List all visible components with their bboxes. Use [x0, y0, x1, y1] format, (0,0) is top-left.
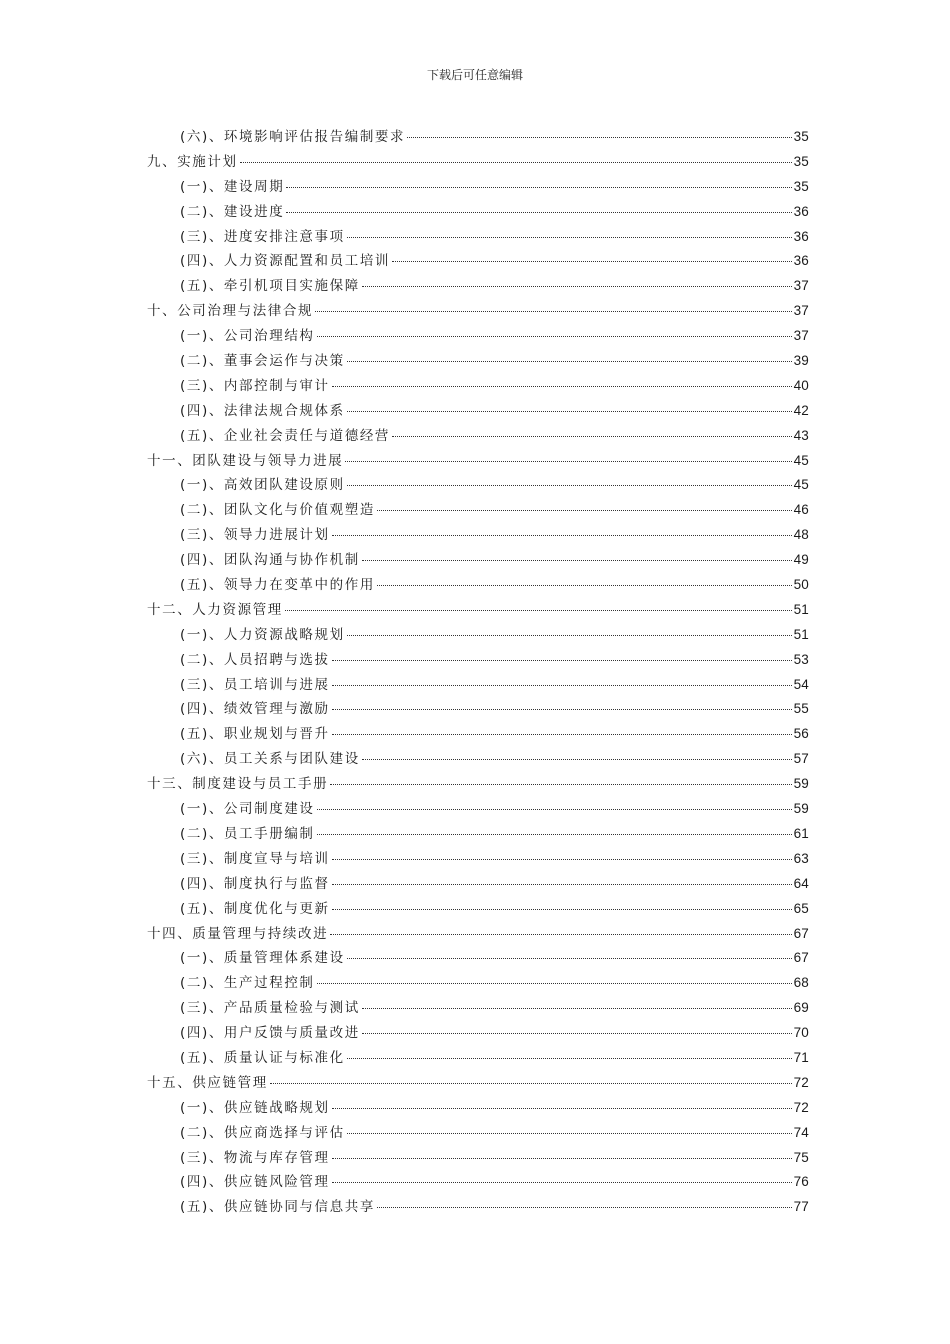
- toc-entry-title: (三)、制度宣导与培训: [180, 850, 330, 867]
- toc-dot-leader: [330, 783, 791, 785]
- toc-dot-leader: [286, 211, 791, 213]
- toc-entry-title: (一)、公司治理结构: [180, 328, 315, 345]
- toc-page-number: 67: [793, 950, 809, 966]
- toc-entry-title: (六)、环境影响评估报告编制要求: [180, 129, 406, 145]
- toc-page-number: 37: [793, 303, 809, 319]
- toc-dot-leader: [392, 435, 792, 437]
- toc-entry-title: (三)、产品质量检验与测试: [180, 1000, 360, 1017]
- toc-entry-title: (一)、公司制度建设: [180, 801, 315, 818]
- toc-dot-leader: [332, 883, 792, 885]
- toc-entry-title: 十、公司治理与法律合规: [147, 303, 314, 320]
- toc-page-number: 59: [793, 776, 809, 792]
- toc-section-entry[interactable]: [147, 797, 809, 822]
- toc-page-number: 36: [793, 253, 809, 269]
- toc-entry-title: (五)、牵引机项目实施保障: [180, 278, 360, 295]
- toc-dot-leader: [362, 559, 792, 561]
- toc-page-number: 64: [793, 875, 809, 891]
- toc-section-entry[interactable]: [147, 747, 809, 772]
- toc-dot-leader: [270, 1082, 792, 1084]
- toc-page-number: 68: [793, 975, 809, 991]
- toc-entry-title: (五)、制度优化与更新: [180, 900, 330, 917]
- toc-dot-leader: [332, 908, 792, 910]
- toc-section-entry[interactable]: [147, 424, 809, 449]
- toc-dot-leader: [240, 161, 792, 163]
- toc-dot-leader: [330, 933, 791, 935]
- toc-dot-leader: [345, 460, 791, 462]
- toc-page-number: 50: [793, 577, 809, 593]
- toc-section-entry[interactable]: [147, 697, 809, 722]
- toc-dot-leader: [347, 957, 792, 959]
- toc-dot-leader: [347, 360, 792, 362]
- toc-entry-title: (三)、内部控制与审计: [180, 377, 330, 394]
- toc-section-entry[interactable]: [147, 1121, 809, 1146]
- toc-entry-title: (四)、供应链风险管理: [180, 1174, 330, 1191]
- toc-dot-leader: [332, 858, 792, 860]
- table-of-contents: [147, 125, 809, 1220]
- toc-page-number: 75: [793, 1149, 809, 1165]
- toc-entry-title: (四)、绩效管理与激励: [180, 701, 330, 718]
- toc-entry-title: (四)、人力资源配置和员工培训: [180, 253, 391, 270]
- toc-page-number: 36: [793, 228, 809, 244]
- toc-section-entry[interactable]: [147, 822, 809, 847]
- toc-dot-leader: [286, 186, 791, 188]
- toc-page-number: 77: [793, 1199, 809, 1215]
- toc-page-number: 72: [793, 1099, 809, 1115]
- toc-page-number: 54: [793, 676, 809, 692]
- toc-dot-leader: [332, 659, 792, 661]
- toc-section-entry[interactable]: [147, 1046, 809, 1071]
- toc-dot-leader: [332, 684, 792, 686]
- toc-entry-title: (三)、物流与库存管理: [180, 1149, 330, 1166]
- toc-section-entry[interactable]: [147, 897, 809, 922]
- toc-section-entry[interactable]: [147, 1146, 809, 1171]
- toc-dot-leader: [362, 758, 792, 760]
- toc-page-number: 45: [793, 477, 809, 493]
- toc-section-entry[interactable]: [147, 249, 809, 274]
- toc-dot-leader: [315, 310, 791, 312]
- toc-page-number: 76: [793, 1174, 809, 1190]
- toc-section-entry[interactable]: [147, 200, 809, 225]
- toc-entry-title: 十二、人力资源管理: [147, 601, 283, 618]
- toc-page-number: 37: [793, 328, 809, 344]
- toc-dot-leader: [347, 634, 792, 636]
- toc-page-number: 35: [793, 178, 809, 194]
- toc-section-entry[interactable]: [147, 125, 809, 150]
- toc-entry-title: (一)、供应链战略规划: [180, 1099, 330, 1116]
- toc-dot-leader: [377, 509, 792, 511]
- toc-page-number: 71: [793, 1049, 809, 1065]
- toc-section-entry[interactable]: [147, 274, 809, 299]
- toc-section-entry[interactable]: [147, 996, 809, 1021]
- toc-chapter-entry[interactable]: [147, 299, 809, 324]
- toc-page-number: 67: [793, 925, 809, 941]
- toc-section-entry[interactable]: [147, 523, 809, 548]
- toc-dot-leader: [377, 584, 792, 586]
- toc-page-number: 53: [793, 651, 809, 667]
- toc-entry-title: (三)、进度安排注意事项: [180, 228, 345, 245]
- toc-chapter-entry[interactable]: [147, 598, 809, 623]
- toc-dot-leader: [362, 285, 792, 287]
- toc-page-number: 48: [793, 527, 809, 543]
- toc-entry-title: (四)、法律法规合规体系: [180, 402, 345, 419]
- toc-page-number: 65: [793, 900, 809, 916]
- toc-section-entry[interactable]: [147, 1170, 809, 1195]
- toc-page-number: 46: [793, 502, 809, 518]
- toc-entry-title: (五)、职业规划与晋升: [180, 726, 330, 743]
- toc-section-entry[interactable]: [147, 673, 809, 698]
- toc-chapter-entry[interactable]: [147, 150, 809, 175]
- toc-entry-title: (二)、董事会运作与决策: [180, 353, 345, 370]
- toc-dot-leader: [332, 1107, 792, 1109]
- toc-entry-title: 九、实施计划: [147, 153, 238, 170]
- toc-section-entry[interactable]: [147, 399, 809, 424]
- toc-section-entry[interactable]: [147, 473, 809, 498]
- toc-section-entry[interactable]: [147, 225, 809, 250]
- toc-entry-title: 十一、团队建设与领导力进展: [147, 452, 344, 469]
- toc-entry-title: (五)、供应链协同与信息共享: [180, 1199, 375, 1216]
- toc-entry-title: (一)、人力资源战略规划: [180, 626, 345, 643]
- toc-entry-title: (一)、高效团队建设原则: [180, 477, 345, 494]
- toc-dot-leader: [317, 335, 792, 337]
- toc-dot-leader: [377, 1206, 792, 1208]
- toc-page-number: 35: [793, 129, 809, 144]
- toc-chapter-entry[interactable]: [147, 772, 809, 797]
- toc-entry-title: (二)、生产过程控制: [180, 975, 315, 992]
- toc-page-number: 61: [793, 825, 809, 841]
- toc-page-number: 69: [793, 1000, 809, 1016]
- toc-page-number: 59: [793, 801, 809, 817]
- toc-entry-title: (五)、质量认证与标准化: [180, 1049, 345, 1066]
- toc-entry-title: (五)、企业社会责任与道德经营: [180, 427, 391, 444]
- toc-page-number: 72: [793, 1074, 809, 1090]
- toc-entry-title: (一)、建设周期: [180, 178, 285, 195]
- toc-dot-leader: [362, 1032, 792, 1034]
- toc-entry-title: 十四、质量管理与持续改进: [147, 925, 329, 942]
- toc-entry-title: (四)、用户反馈与质量改进: [180, 1025, 360, 1042]
- toc-dot-leader: [362, 1007, 792, 1009]
- toc-dot-leader: [285, 609, 792, 611]
- toc-entry-title: 十五、供应链管理: [147, 1074, 268, 1091]
- toc-page-number: 57: [793, 751, 809, 767]
- toc-dot-leader: [317, 982, 792, 984]
- toc-entry-title: (四)、制度执行与监督: [180, 875, 330, 892]
- toc-dot-leader: [347, 236, 792, 238]
- toc-page-number: 70: [793, 1025, 809, 1041]
- toc-page-number: 63: [793, 850, 809, 866]
- toc-entry-title: (二)、人员招聘与选拔: [180, 651, 330, 668]
- toc-section-entry[interactable]: [147, 324, 809, 349]
- toc-section-entry[interactable]: [147, 1096, 809, 1121]
- toc-section-entry[interactable]: [147, 374, 809, 399]
- toc-section-entry[interactable]: [147, 548, 809, 573]
- toc-section-entry[interactable]: [147, 648, 809, 673]
- toc-entry-title: (二)、供应商选择与评估: [180, 1124, 345, 1141]
- toc-dot-leader: [332, 1157, 792, 1159]
- toc-dot-leader: [347, 1057, 792, 1059]
- toc-section-entry[interactable]: [147, 573, 809, 598]
- toc-entry-title: (二)、建设进度: [180, 203, 285, 220]
- toc-dot-leader: [317, 833, 792, 835]
- toc-page-number: 37: [793, 278, 809, 294]
- toc-page-number: 36: [793, 203, 809, 219]
- toc-page-number: 51: [793, 601, 809, 617]
- toc-page-number: 55: [793, 701, 809, 717]
- toc-section-entry[interactable]: [147, 623, 809, 648]
- toc-page-number: 35: [793, 153, 809, 169]
- toc-dot-leader: [332, 733, 792, 735]
- toc-chapter-entry[interactable]: [147, 1071, 809, 1096]
- toc-entry-title: (五)、领导力在变革中的作用: [180, 577, 375, 594]
- toc-chapter-entry[interactable]: [147, 449, 809, 474]
- toc-entry-title: (二)、团队文化与价值观塑造: [180, 502, 375, 519]
- toc-entry-title: (二)、员工手册编制: [180, 825, 315, 842]
- toc-section-entry[interactable]: [147, 872, 809, 897]
- toc-dot-leader: [332, 1181, 792, 1183]
- toc-entry-title: (一)、质量管理体系建设: [180, 950, 345, 967]
- toc-dot-leader: [392, 260, 792, 262]
- toc-page-number: 51: [793, 626, 809, 642]
- toc-page-number: 45: [793, 452, 809, 468]
- toc-dot-leader: [347, 1132, 792, 1134]
- toc-page-number: 74: [793, 1124, 809, 1140]
- toc-section-entry[interactable]: [147, 971, 809, 996]
- toc-section-entry[interactable]: [147, 175, 809, 200]
- toc-dot-leader: [347, 410, 792, 412]
- toc-dot-leader: [317, 808, 792, 810]
- toc-dot-leader: [407, 136, 791, 138]
- toc-dot-leader: [332, 708, 792, 710]
- toc-chapter-entry[interactable]: [147, 922, 809, 947]
- toc-page-number: 43: [793, 427, 809, 443]
- toc-section-entry[interactable]: [147, 349, 809, 374]
- toc-section-entry[interactable]: [147, 1021, 809, 1046]
- toc-section-entry[interactable]: [147, 1195, 809, 1220]
- toc-section-entry[interactable]: [147, 847, 809, 872]
- toc-page-number: 56: [793, 726, 809, 742]
- toc-entry-title: (三)、领导力进展计划: [180, 527, 330, 544]
- toc-section-entry[interactable]: [147, 498, 809, 523]
- toc-dot-leader: [332, 385, 792, 387]
- toc-entry-title: (三)、员工培训与进展: [180, 676, 330, 693]
- toc-entry-title: (六)、员工关系与团队建设: [180, 751, 360, 768]
- toc-entry-title: 十三、制度建设与员工手册: [147, 776, 329, 793]
- toc-page-number: 40: [793, 377, 809, 393]
- toc-section-entry[interactable]: [147, 946, 809, 971]
- toc-section-entry[interactable]: [147, 722, 809, 747]
- toc-entry-title: (四)、团队沟通与协作机制: [180, 552, 360, 569]
- toc-dot-leader: [332, 534, 792, 536]
- page-header-note: 下载后可任意编辑: [426, 68, 523, 82]
- toc-page-number: 39: [793, 353, 809, 369]
- toc-page-number: 49: [793, 552, 809, 568]
- toc-dot-leader: [347, 484, 792, 486]
- toc-page-number: 42: [793, 402, 809, 418]
